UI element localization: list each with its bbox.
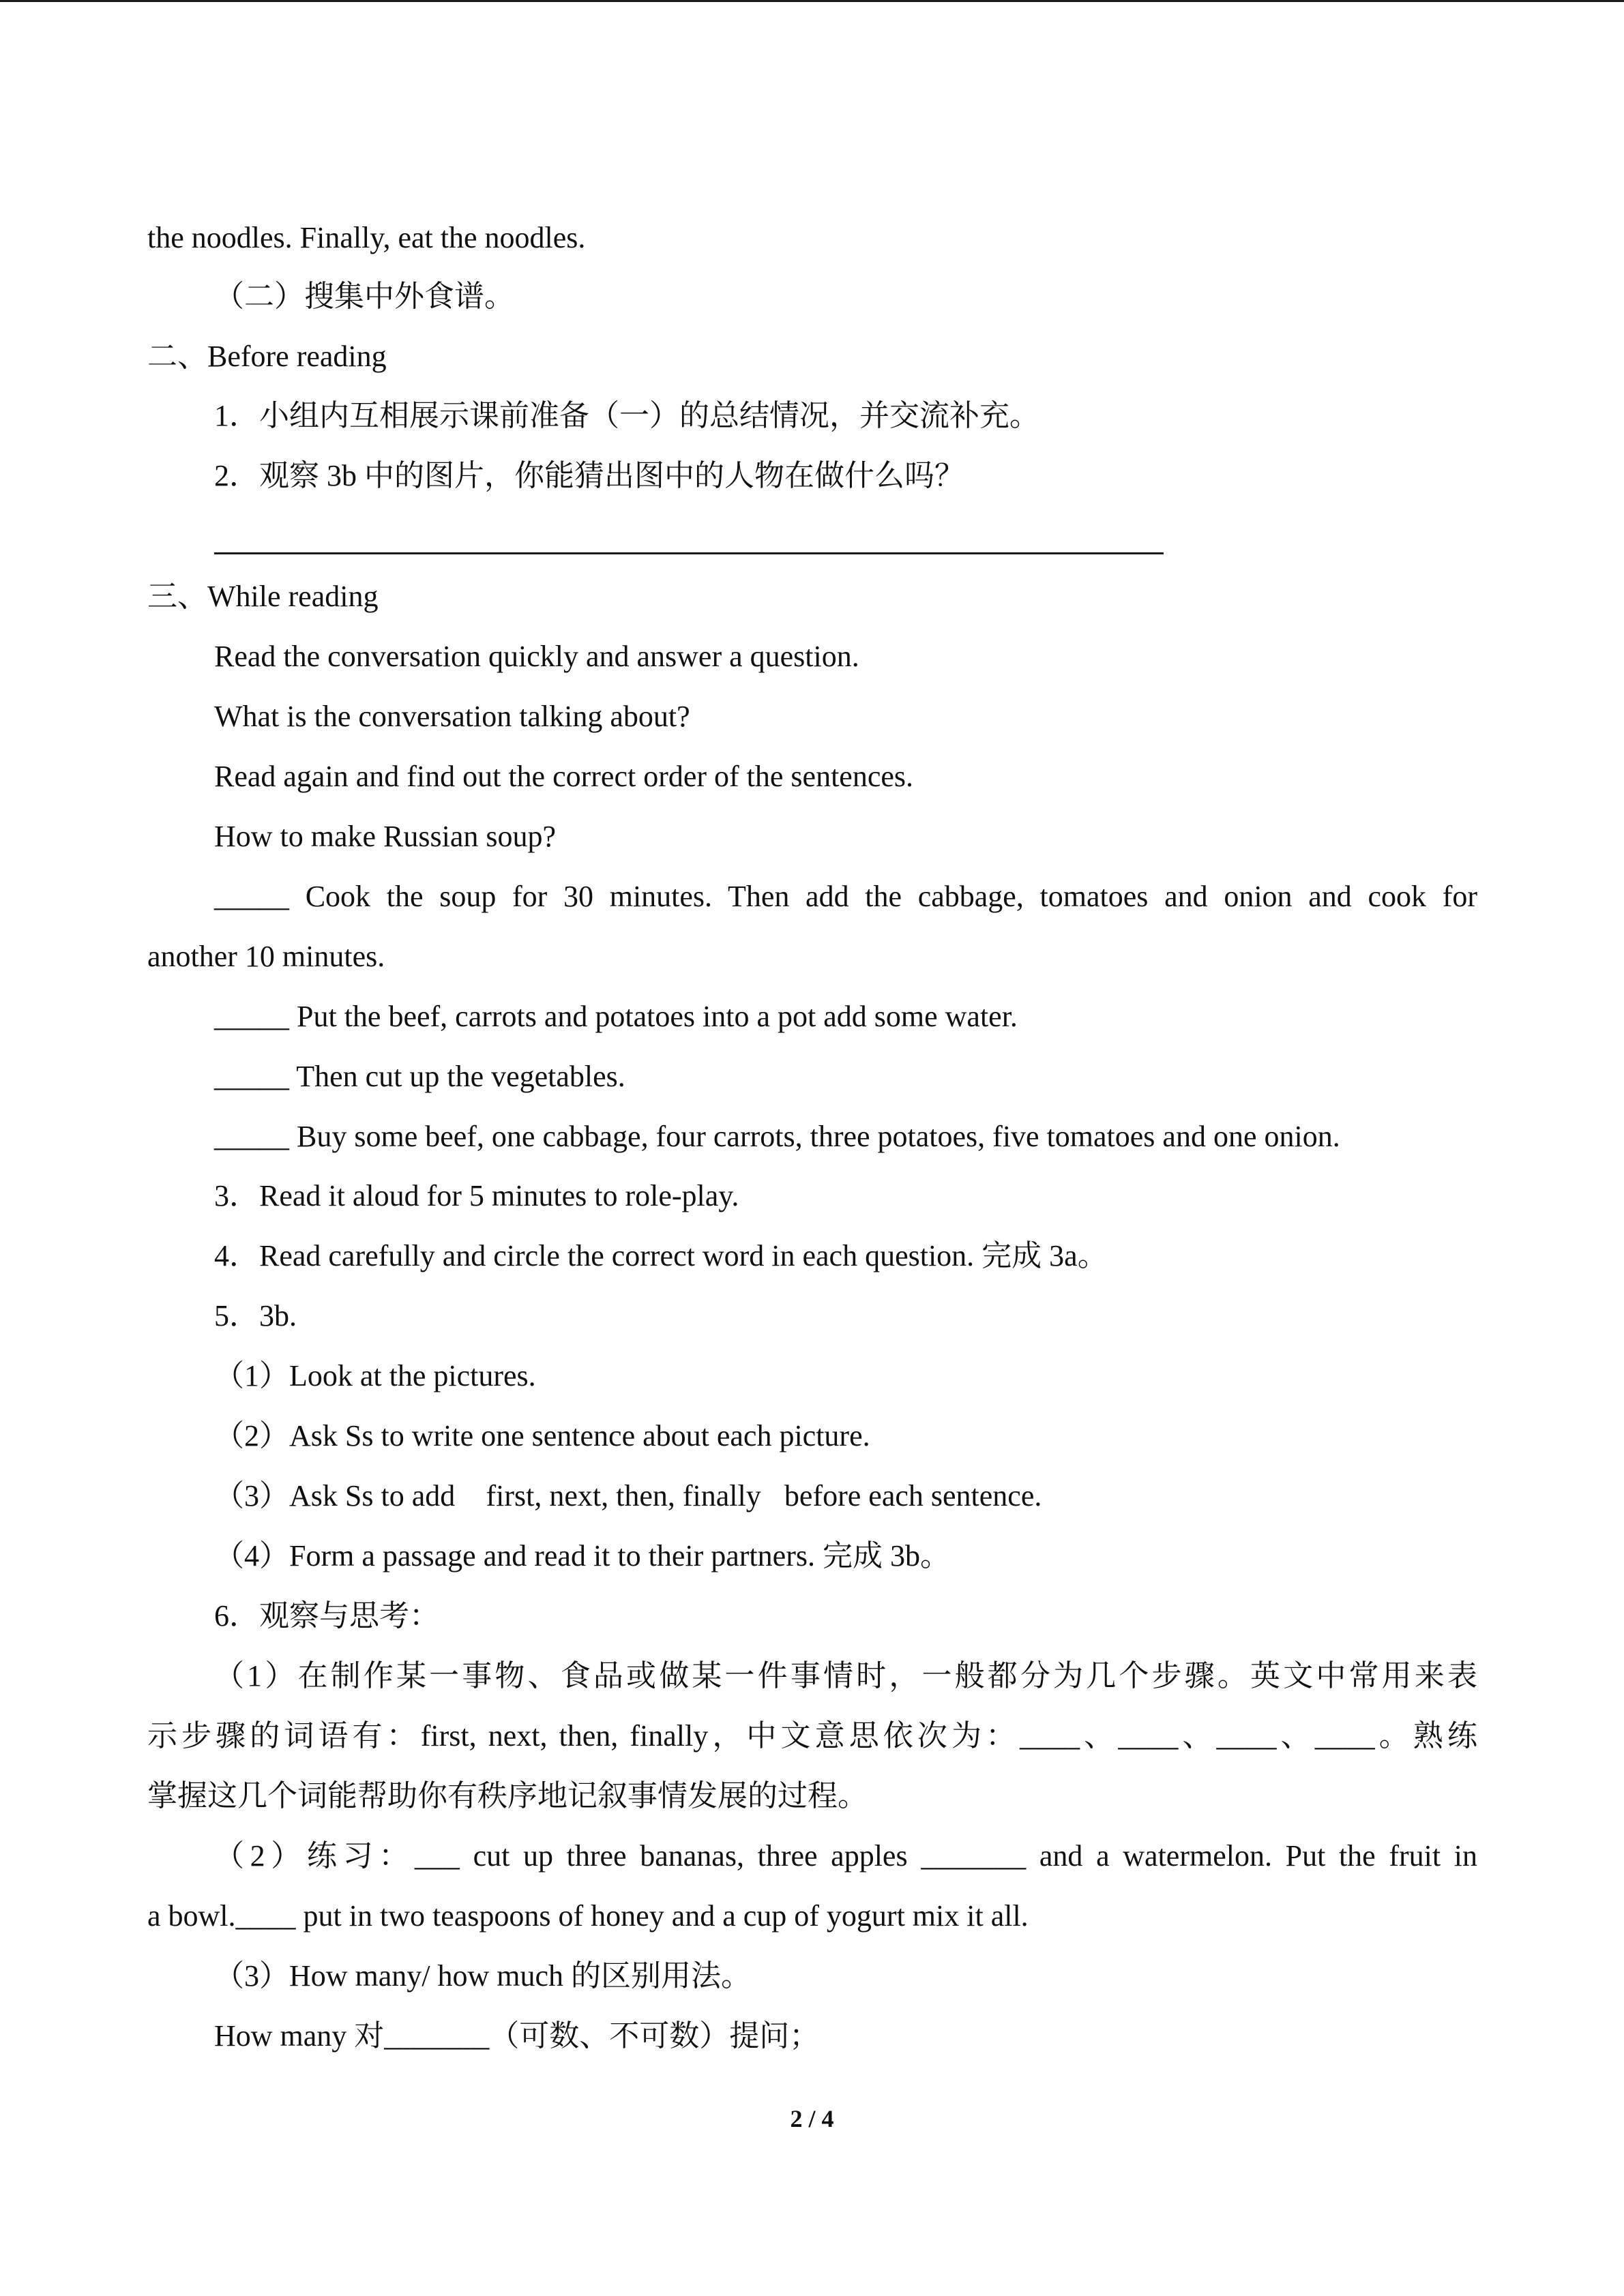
section-subheading: （二）搜集中外食谱。 (214, 280, 514, 313)
sub-item: （2）Ask Ss to write one sentence about each picture. (214, 1419, 870, 1452)
order-item: _____ Cook the soup for 30 minutes. Then add the cabbage, tomatoes and onion and cook for (214, 880, 1477, 913)
top-border-line (0, 0, 1624, 2)
answer-blank-line (214, 552, 1164, 554)
text-line: the noodles. Finally, eat the noodles. (147, 221, 586, 254)
text-line: 示步骤的词语有：first, next, then, finally，中文意思依次为：____、____、____、____。熟练 (147, 1719, 1477, 1753)
order-item: _____ Buy some beef, one cabbage, four carrots, three potatoes, five tomatoes and one onion. (214, 1120, 1340, 1153)
sub-item: （3）Ask Ss to add  first, next, then, finally before each sentence. (214, 1479, 1042, 1512)
text-line: How to make Russian soup? (214, 820, 557, 853)
section-heading-before-reading: 二、Before reading (147, 340, 387, 373)
sub-item: （2）练习：___ cut up three bananas, three apples _______ and a watermelon. Put the fruit in (214, 1839, 1477, 1873)
sub-item: （4）Form a passage and read it to their partners. 完成 3b。 (214, 1539, 950, 1572)
order-item: _____ Then cut up the vegetables. (214, 1060, 625, 1093)
sub-item: （3）How many/ how much 的区别用法。 (214, 1959, 752, 1993)
task-item: 3．Read it aloud for 5 minutes to role-play. (214, 1179, 739, 1212)
text-line: a bowl.____ put in two teaspoons of honey and a cup of yogurt mix it all. (147, 1899, 1029, 1933)
text-line: How many 对_______（可数、不可数）提问； (214, 2019, 820, 2053)
sub-item: （1）Look at the pictures. (214, 1359, 536, 1392)
task-item: 4．Read carefully and circle the correct word in each question. 完成 3a。 (214, 1239, 1108, 1272)
order-item: _____ Put the beef, carrots and potatoes into a pot add some water. (214, 1000, 1018, 1033)
text-line: What is the conversation talking about? (214, 700, 690, 733)
section-heading-while-reading: 三、While reading (147, 580, 379, 613)
text-line: Read again and find out the correct order of the sentences. (214, 760, 914, 793)
text-line: 掌握这几个词能帮助你有秩序地记叙事情发展的过程。 (147, 1779, 868, 1813)
task-item: 2．观察 3b 中的图片，你能猜出图中的人物在做什么吗？ (214, 459, 964, 492)
task-item: 1．小组内互相展示课前准备（一）的总结情况，并交流补充。 (214, 399, 1039, 432)
task-item: 6．观察与思考： (214, 1599, 439, 1632)
sub-item: （1）在制作某一事物、食品或做某一件事情时，一般都分为几个步骤。英文中常用来表 (214, 1659, 1477, 1693)
text-line: Read the conversation quickly and answer a question. (214, 640, 859, 673)
page-number: 2 / 4 (790, 2105, 834, 2132)
text-line: another 10 minutes. (147, 940, 385, 973)
task-item: 5．3b. (214, 1299, 297, 1332)
